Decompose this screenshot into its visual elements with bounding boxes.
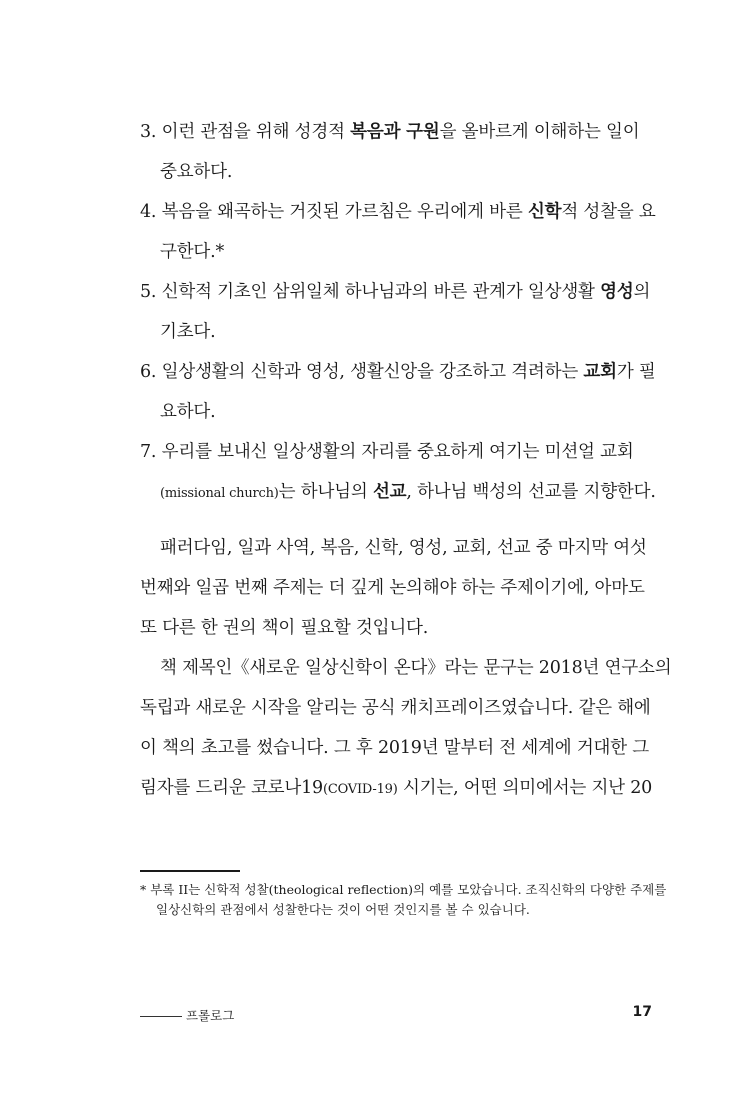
list-item: 3. 이런 관점을 위해 성경적 복음과 구원을 올바르게 이해하는 일이 중요하다. — [140, 122, 640, 182]
list-item: 4. 복음을 왜곡하는 거짓된 가르침은 우리에게 바른 신학적 성찰을 요 구한다.* — [140, 202, 656, 262]
numbered-list — [140, 112, 656, 514]
footnote: * 부록 II는 신학적 성찰(theological reflection)의 예를 모았습니다. 조직신학의 다양한 주제를 일상신학의 관점에서 성찰한다는 것이 어떤 것인지를 볼 수 있습니다. — [140, 882, 667, 917]
footer-rule — [140, 1016, 182, 1017]
list-item: 7. 우리를 보내신 일상생활의 자리를 중요하게 여기는 미션얼 교회 (missional church)는 하나님의 선교, 하나님 백성의 선교를 지향한다. — [140, 442, 656, 502]
emphasis: 교회 — [583, 362, 617, 382]
paragraph: 책 제목인《새로운 일상신학이 온다》라는 문구는 2018년 연구소의 독립과 새로운 시작을 알리는 공식 캐치프레이즈였습니다. 같은 해에 이 책의 초고를 썼습니다. 그 후 2019년 말부터 전 세계에 거대한 그 림자를 드리운 코로나19(COVID-19) 시기는, 어떤 의미에서는 지난 20 — [140, 658, 672, 798]
footnote-divider — [140, 870, 240, 872]
emphasis: 신학 — [527, 202, 562, 222]
list-item: 6. 일상생활의 신학과 영성, 생활신앙을 강조하고 격려하는 교회가 필 요하다. — [140, 362, 656, 422]
emphasis: 선교 — [372, 482, 407, 502]
list-item: 5. 신학적 기초인 삼위일체 하나님과의 바른 관계가 일상생활 영성의 기초다. — [140, 282, 651, 342]
paragraph: 패러다임, 일과 사역, 복음, 신학, 영성, 교회, 선교 중 마지막 여섯 번째와 일곱 번째 주제는 더 깊게 논의해야 하는 주제이기에, 아마도 또 다른 한 권의 책이 필요할 것입니다. — [140, 538, 647, 638]
emphasis: 복음과 구원 — [350, 122, 440, 142]
emphasis: 영성 — [600, 282, 634, 302]
body-text — [140, 528, 672, 810]
running-footer: 프롤로그 — [186, 1008, 235, 1023]
page-number: 17 — [632, 1004, 652, 1020]
